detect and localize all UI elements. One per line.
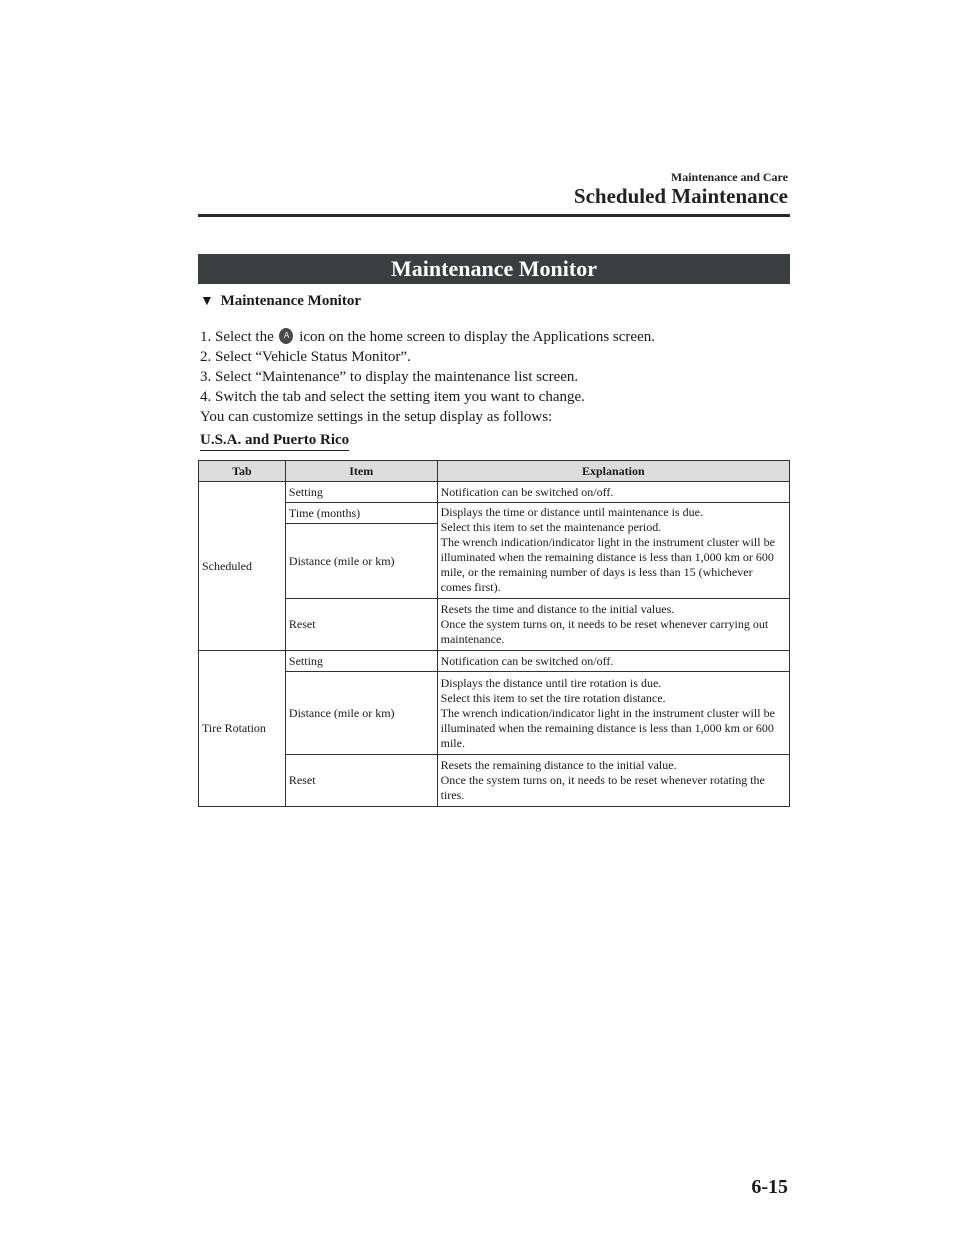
item-cell: Reset (285, 599, 437, 651)
subsection-heading-text: Maintenance Monitor (220, 293, 361, 309)
step-3: 3. Select “Maintenance” to display the maintenance list screen. (200, 369, 579, 385)
item-cell: Reset (285, 755, 437, 807)
explanation-line: The wrench indication/indicator light in the instrument cluster will be illuminated when the remaining distance is less than 1,000 km or 600 mile. (440, 705, 775, 750)
table-row (199, 599, 790, 651)
header-item: Item (285, 461, 437, 482)
triangle-marker-icon: ▼ (200, 294, 214, 309)
explanation-line: The wrench indication/indicator light in the instrument cluster will be illuminated when the remaining distance is less than 1,000 km or 600 mile, or the remaining number of days is less than 15 (whichever comes first). (440, 535, 775, 594)
table-row (199, 651, 790, 672)
item-cell: Distance (mile or km) (285, 672, 437, 755)
page-number: 6-15 (751, 1176, 788, 1198)
step-2: 2. Select “Vehicle Status Monitor”. (200, 349, 411, 365)
instruction-steps (200, 327, 655, 427)
explanation-cell (437, 599, 789, 651)
settings-table (198, 460, 790, 807)
applications-icon: A (279, 328, 293, 344)
table-header-row (199, 461, 790, 482)
tab-cell-tire-rotation: Tire Rotation (199, 651, 286, 807)
header-explanation: Explanation (437, 461, 789, 482)
step-1-before: 1. Select the (200, 329, 274, 345)
topic-banner: Maintenance Monitor (198, 254, 790, 284)
chapter-title: Maintenance and Care (670, 170, 788, 184)
explanation-cell: Notification can be switched on/off. (437, 651, 789, 672)
explanation-cell (437, 672, 789, 755)
header-tab: Tab (199, 461, 286, 482)
item-cell: Time (months) (285, 503, 437, 524)
explanation-line: Resets the remaining distance to the initial value. (440, 758, 677, 772)
item-cell: Setting (285, 482, 437, 503)
explanation-line: Resets the time and distance to the initial values. (440, 602, 675, 616)
explanation-line: Displays the distance until tire rotation is due. (440, 675, 662, 690)
explanation-cell (437, 755, 789, 807)
explanation-line: Once the system turns on, it needs to be reset whenever rotating the tires. (440, 773, 765, 802)
item-cell: Setting (285, 651, 437, 672)
header-divider (198, 214, 790, 217)
explanation-line: Displays the time or distance until maintenance is due. (440, 505, 703, 519)
table-row (199, 672, 790, 755)
table-row (199, 755, 790, 807)
table-row (199, 503, 790, 524)
explanation-cell: Notification can be switched on/off. (437, 482, 789, 503)
explanation-line: Select this item to set the tire rotation distance. (440, 690, 666, 705)
tab-cell-scheduled: Scheduled (199, 482, 286, 651)
step-1-after: icon on the home screen to display the Applications screen. (299, 329, 655, 345)
step-1 (200, 327, 655, 347)
subsection-heading (200, 293, 361, 310)
section-title: Scheduled Maintenance (573, 184, 788, 208)
table-row (199, 482, 790, 503)
intro-text: You can customize settings in the setup display as follows: (200, 409, 553, 425)
explanation-line: Once the system turns on, it needs to be reset whenever carrying out maintenance. (440, 617, 769, 646)
step-4: 4. Switch the tab and select the setting item you want to change. (200, 389, 585, 405)
explanation-cell (437, 503, 789, 599)
region-heading: U.S.A. and Puerto Rico (200, 432, 349, 451)
item-cell: Distance (mile or km) (285, 524, 437, 599)
explanation-line: Select this item to set the maintenance period. (440, 520, 662, 534)
